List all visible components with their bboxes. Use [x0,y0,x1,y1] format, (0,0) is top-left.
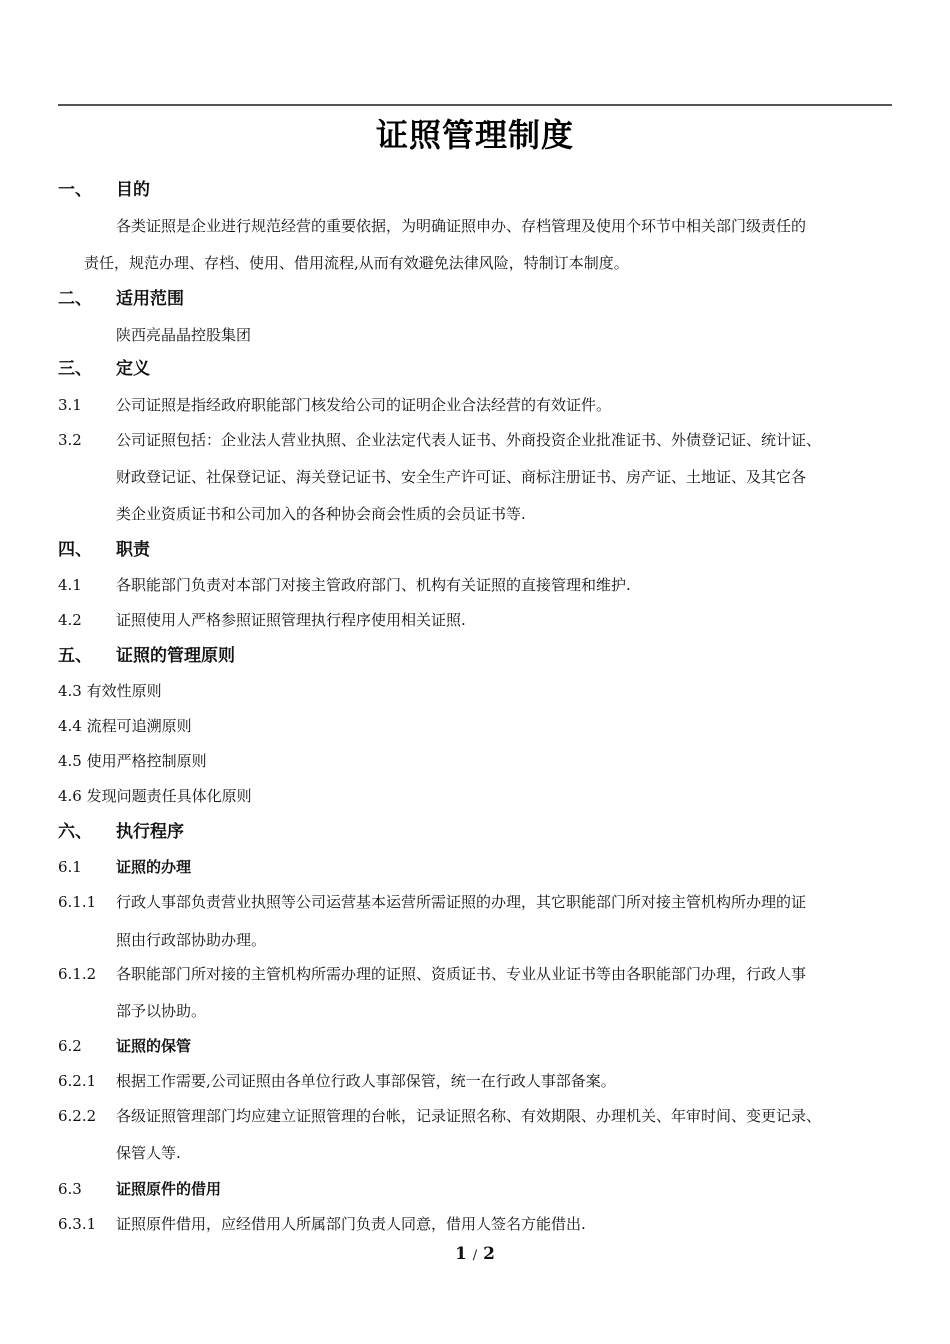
clause-text: 证照使用人严格参照证照管理执行程序使用相关证照. [116,611,466,629]
clause-text: 部予以协助。 [116,1002,207,1020]
principle-item [58,716,192,736]
clause-text: 类企业资质证书和公司加入的各种协会商会性质的会员证书等. [116,505,526,523]
principle-number: 4.4 [58,717,82,735]
clause-text: 各职能部门所对接的主管机构所需办理的证照、资质证书、专业从业证书等由各职能部门办理，行政人事 [116,965,807,983]
principle-text: 发现问题责任具体化原则 [86,787,252,805]
clause-text: 公司证照包括：企业法人营业执照、企业法定代表人证书、外商投资企业批准证书、外债登记证、统计证、 [116,431,822,449]
total-pages: 2 [483,1244,495,1264]
subsection-number: 6.3 [58,1180,82,1198]
clause-text: 照由行政部协助办理。 [116,931,267,949]
clause-number: 4.1 [58,576,82,594]
clause-text: 根据工作需要,公司证照由各单位行政人事部保管，统一在行政人事部备案。 [116,1072,616,1090]
section-title: 目的 [116,180,150,200]
subsection-number: 6.1 [58,858,82,876]
subsection-title: 证照的保管 [116,1037,192,1055]
section-number: 二、 [58,289,92,309]
principle-number: 4.6 [58,787,82,805]
document-title: 证照管理制度 [375,116,574,154]
clause-text: 证照原件借用，应经借用人所属部门负责人同意，借用人签名方能借出. [116,1215,586,1233]
principle-item [58,681,162,701]
principle-number: 4.3 [58,682,82,700]
clause-number: 6.1.2 [58,965,97,983]
section-title: 适用范围 [116,289,184,309]
clause-number: 3.1 [58,396,82,414]
clause-number: 6.3.1 [58,1215,97,1233]
clause-text: 各职能部门负责对本部门对接主管政府部门、机构有关证照的直接管理和维护. [116,576,631,594]
subsection-title: 证照的办理 [116,858,192,876]
section-number: 五、 [58,646,92,666]
header-rule [58,104,892,106]
clause-number: 6.2.1 [58,1072,97,1090]
clause-number: 3.2 [58,431,82,449]
section-number: 六、 [58,822,92,842]
principle-text: 使用严格控制原则 [86,752,207,770]
section-number: 三、 [58,359,92,379]
section-number: 一、 [58,180,92,200]
section-title: 执行程序 [116,822,184,842]
paragraph-line: 陕西亮晶晶控股集团 [116,326,252,344]
principle-text: 流程可追溯原则 [86,717,192,735]
section-title: 证照的管理原则 [116,646,235,666]
clause-text: 保管人等. [116,1144,181,1162]
paragraph-line: 各类证照是企业进行规范经营的重要依据，为明确证照申办、存档管理及使用个环节中相关部门级责任的 [116,217,807,235]
page-number [0,1244,950,1264]
current-page: 1 [455,1244,467,1264]
clause-number: 6.2.2 [58,1107,97,1125]
principle-item [58,751,207,771]
clause-text: 财政登记证、社保登记证、海关登记证书、安全生产许可证、商标注册证书、房产证、土地证、及其它各 [116,468,807,486]
clause-text: 各级证照管理部门均应建立证照管理的台帐，记录证照名称、有效期限、办理机关、年审时间、变更记录、 [116,1107,822,1125]
section-title: 职责 [116,540,150,560]
page-separator: / [472,1248,478,1263]
clause-text: 行政人事部负责营业执照等公司运营基本运营所需证照的办理，其它职能部门所对接主管机构所办理的证 [116,893,807,911]
subsection-number: 6.2 [58,1037,82,1055]
clause-text: 公司证照是指经政府职能部门核发给公司的证明企业合法经营的有效证件。 [116,396,612,414]
principle-number: 4.5 [58,752,82,770]
principle-text: 有效性原则 [86,682,162,700]
clause-number: 4.2 [58,611,82,629]
section-title: 定义 [116,359,150,379]
subsection-title: 证照原件的借用 [116,1180,222,1198]
clause-number: 6.1.1 [58,893,97,911]
paragraph-line: 责任，规范办理、存档、使用、借用流程,从而有效避免法律风险，特制订本制度。 [84,254,629,272]
principle-item [58,786,252,806]
section-number: 四、 [58,540,92,560]
